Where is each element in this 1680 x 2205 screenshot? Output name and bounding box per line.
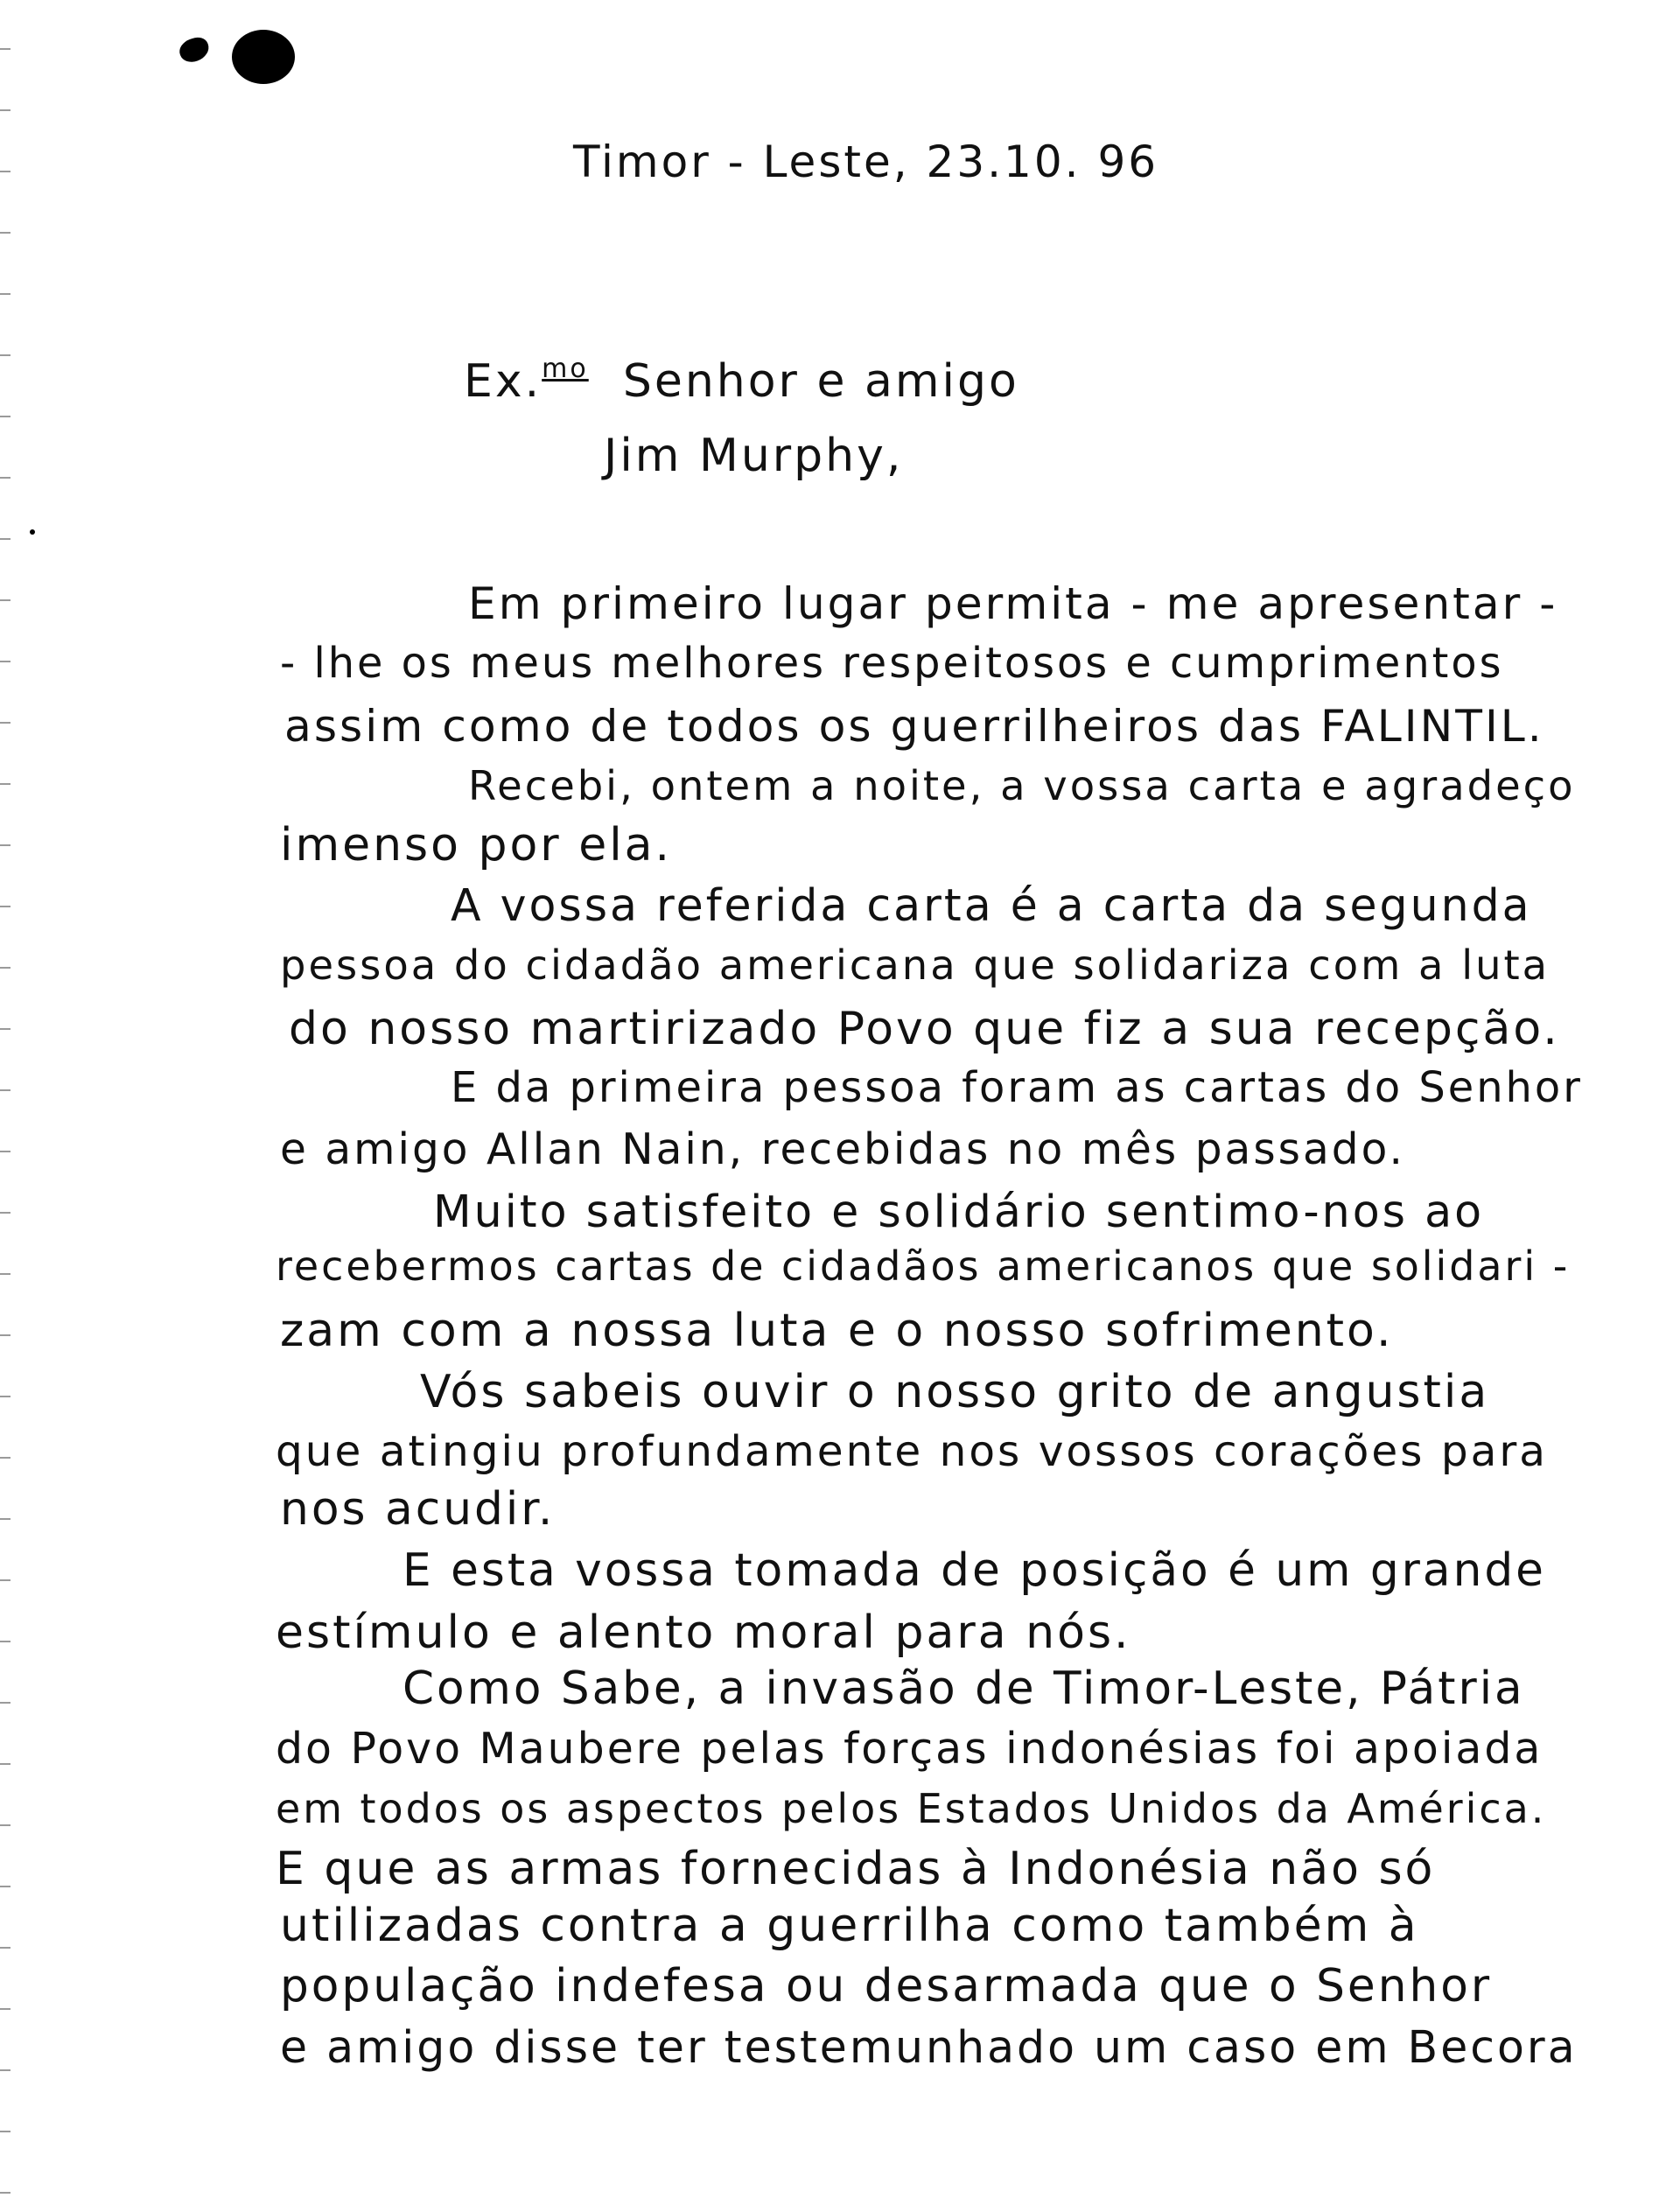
letter-line: nos acudir. bbox=[280, 1483, 556, 1536]
margin-tick bbox=[0, 477, 10, 479]
salutation-line-2: Jim Murphy, bbox=[604, 430, 904, 482]
margin-tick bbox=[0, 232, 10, 234]
margin-tick bbox=[0, 416, 10, 417]
margin-tick bbox=[0, 661, 10, 662]
ink-blot-large bbox=[232, 30, 295, 84]
letter-line: Vós sabeis ouvir o nosso grito de angustia bbox=[420, 1366, 1490, 1418]
letter-line: Em primeiro lugar permita - me apresentar - bbox=[468, 578, 1558, 629]
margin-tick bbox=[0, 354, 10, 356]
margin-tick bbox=[0, 2131, 10, 2132]
margin-tick bbox=[0, 844, 10, 846]
margin-tick bbox=[0, 1028, 10, 1030]
date-line: Timor - Leste, 23.10. 96 bbox=[573, 136, 1159, 187]
letter-line: zam com a nossa luta e o nosso sofrimento. bbox=[280, 1305, 1394, 1357]
letter-line: população indefesa ou desarmada que o Senhor bbox=[280, 1960, 1493, 2012]
margin-tick bbox=[0, 1396, 10, 1397]
letter-line: e amigo Allan Nain, recebidas no mês passado. bbox=[280, 1125, 1405, 1174]
margin-tick bbox=[0, 1334, 10, 1336]
margin-tick bbox=[0, 1641, 10, 1642]
letter-line: utilizadas contra a guerrilha como também à bbox=[280, 1900, 1419, 1952]
margin-tick bbox=[0, 1947, 10, 1949]
salutation-prefix: Ex. bbox=[464, 355, 542, 408]
margin-tick bbox=[0, 1212, 10, 1214]
margin-tick bbox=[0, 171, 10, 172]
margin-tick bbox=[0, 722, 10, 724]
margin-tick bbox=[0, 1824, 10, 1826]
letter-line: Muito satisfeito e solidário sentimo-nos ao bbox=[433, 1186, 1485, 1237]
margin-tick bbox=[0, 2008, 10, 2010]
letter-line: do Povo Maubere pelas forças indonésias foi apoiada bbox=[276, 1724, 1544, 1774]
letter-line: Como Sabe, a invasão de Timor-Leste, Pátria bbox=[402, 1662, 1525, 1715]
margin-tick bbox=[0, 1273, 10, 1275]
salutation-prefix-superscript: mo bbox=[542, 353, 589, 384]
margin-tick bbox=[0, 538, 10, 540]
salutation-line-1 bbox=[464, 353, 1019, 408]
margin-tick bbox=[0, 2069, 10, 2071]
letter-line: estímulo e alento moral para nós. bbox=[276, 1606, 1131, 1659]
margin-tick bbox=[0, 293, 10, 295]
margin-tick bbox=[0, 1151, 10, 1152]
margin-tick bbox=[0, 2192, 10, 2194]
letter-line: A vossa referida carta é a carta da segunda bbox=[451, 879, 1532, 931]
ink-dot bbox=[30, 529, 35, 535]
margin-tick bbox=[0, 599, 10, 601]
salutation-title: Senhor e amigo bbox=[622, 355, 1019, 408]
margin-tick bbox=[0, 783, 10, 785]
letter-line: E esta vossa tomada de posição é um grande bbox=[402, 1544, 1546, 1597]
margin-tick bbox=[0, 1089, 10, 1091]
margin-tick bbox=[0, 1886, 10, 1887]
letter-line: que atingiu profundamente nos vossos corações para bbox=[276, 1427, 1549, 1476]
margin-tick bbox=[0, 48, 10, 50]
letter-line: recebermos cartas de cidadãos americanos que solidari - bbox=[276, 1242, 1571, 1290]
letter-line: - lhe os meus melhores respeitosos e cumprimentos bbox=[280, 640, 1504, 688]
letter-line: Recebi, ontem a noite, a vossa carta e agradeço bbox=[468, 762, 1576, 809]
margin-tick bbox=[0, 109, 10, 111]
ink-blot-small bbox=[177, 34, 213, 66]
letter-line: E da primeira pessoa foram as cartas do Senhor bbox=[451, 1064, 1583, 1112]
margin-tick bbox=[0, 906, 10, 907]
margin-tick bbox=[0, 1579, 10, 1581]
letter-line: do nosso martirizado Povo que fiz a sua recepção. bbox=[289, 1003, 1560, 1055]
letter-line: E que as armas fornecidas à Indonésia não só bbox=[276, 1843, 1436, 1895]
letter-line: em todos os aspectos pelos Estados Unidos da América. bbox=[276, 1785, 1547, 1832]
letter-line: pessoa do cidadão americana que solidariza com a luta bbox=[280, 942, 1550, 989]
margin-tick bbox=[0, 1702, 10, 1704]
margin-tick bbox=[0, 1763, 10, 1765]
letter-line: assim como de todos os guerrilheiros das FALINTIL. bbox=[284, 700, 1544, 752]
letter-line: e amigo disse ter testemunhado um caso em Becora bbox=[280, 2021, 1578, 2073]
margin-tick bbox=[0, 1457, 10, 1459]
margin-tick bbox=[0, 1518, 10, 1520]
scan-margin-ticks bbox=[0, 0, 12, 2205]
letter-line: imenso por ela. bbox=[280, 819, 673, 872]
margin-tick bbox=[0, 967, 10, 969]
